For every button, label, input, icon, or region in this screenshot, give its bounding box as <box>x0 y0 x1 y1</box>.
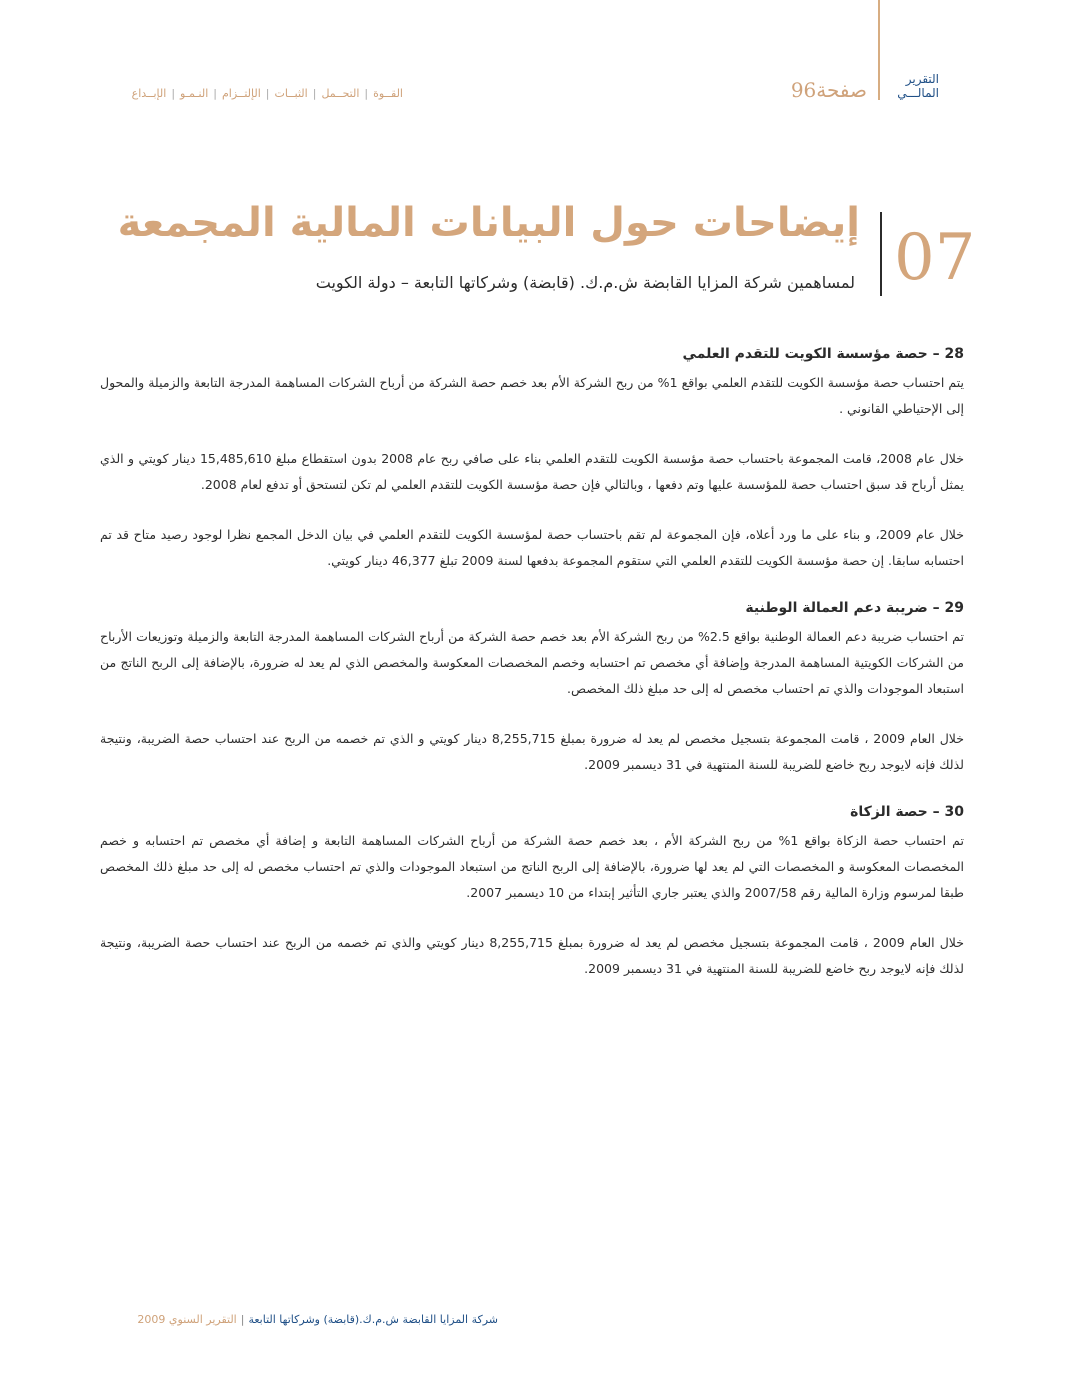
footer-report: التقرير السنوي 2009 <box>137 1313 237 1326</box>
tagline-separator: | <box>171 87 176 100</box>
page-footer <box>137 1313 498 1326</box>
tagline-separator: | <box>213 87 217 100</box>
note-paragraph: يتم احتساب حصة مؤسسة الكويت للتقدم العلمي بواقع 1% من ربح الشركة الأم بعد خصم حصة الشركة من أرباح الشركات المساهمة المدرجة التابعة والزميلة والمحول إلى الإحتياطي القانوني . <box>100 375 964 416</box>
note-30 <box>100 802 964 982</box>
page-subtitle: لمساهمين شركة المزايا القابضة ش.م.ك. (قابضة) وشركاتها التابعة – دولة الكويت <box>315 273 855 292</box>
note-number: 28 <box>944 346 964 362</box>
tagline-word: الثبــات <box>274 87 308 100</box>
note-paragraph: تم احتساب ضريبة دعم العمالة الوطنية بواقع 2.5% من ربح الشركة الأم بعد خصم حصة الشركة من أرباح الشركات المساهمة المدرجة التابعة والزميلة وتوزيعات الأرباح من الشركات الكويتية المساهمة المدرجة وإضافة أي مخصص تم احتسابه وخصم المخصصات المعكوسة والمخصص الذي لم يعد له ضرورة، بالإضافة إلى الربح الناتج من استبعاد الموجودات والذي تم احتساب مخصص له إلى حد مبلغ ذلك المخصص. <box>100 629 964 696</box>
report-label <box>884 72 939 100</box>
note-title: ضريبة دعم العمالة الوطنية <box>745 600 928 616</box>
note-number: 30 <box>944 804 964 820</box>
footer-company: شركة المزايا القابضة ش.م.ك.(قابضة) وشركاتها التابعة <box>248 1313 498 1326</box>
title-divider <box>880 212 882 296</box>
tagline-separator: | <box>265 87 270 100</box>
tagline-separator: | <box>312 87 317 100</box>
footer-separator: | <box>240 1313 245 1326</box>
note-paragraph: تم احتساب حصة الزكاة بواقع 1% من ربح الشركة الأم ، بعد خصم حصة الشركة من أرباح الشركات المساهمة التابعة و إضافة أي مخصص تم احتسابه و خصم المخصصات المعكوسة و المخصصات التي لم يعد لها ضرورة، بالإضافة إلى الربح الناتج من استبعاد الموجودات والذي تم احتساب مخصص له إلى حد مبلغ ذلك المخصص طبقا لمرسوم وزارة المالية رقم 2007/58 والذي يعتبر جاري التأثير إبتداء من 10 ديسمبر 2007. <box>100 833 964 900</box>
page-title: إيضاحات حول البيانات المالية المجمعة <box>117 200 860 246</box>
tagline <box>132 87 403 100</box>
note-paragraph: خلال عام 2009، و بناء على ما ورد أعلاه، فإن المجموعة لم تقم باحتساب حصة لمؤسسة الكويت للتقدم العلمي في بيان الدخل المجمع نظرا لوجود رصيد متاح قد تم احتسابه سابقا. إن حصة مؤسسة الكويت للتقدم العلمي التي ستقوم المجموعة بدفعها لسنة 2009 تبلغ 46,377 دينار كويتي. <box>100 527 964 568</box>
report-label-line2: المالـــي <box>897 86 939 100</box>
note-title: حصة مؤسسة الكويت للتقدم العلمي <box>682 346 928 362</box>
note-paragraph: خلال العام 2009 ، قامت المجموعة بتسجيل مخصص لم يعد له ضرورة بمبلغ 8,255,715 دينار كويتي و الذي تم خصمه من الربح عند احتساب حصة الضريبة، ونتيجة لذلك فإنه لايوجد ربح خاضع للضريبة للسنة المنتهية في 31 ديسمبر 2009. <box>100 731 964 772</box>
tagline-word: الإلتــزام <box>221 87 261 100</box>
note-dash: – <box>932 346 940 362</box>
tagline-word: النـمـو <box>180 87 209 100</box>
page-number: صفحة96 <box>790 78 867 102</box>
report-label-line1: التقرير <box>905 72 939 86</box>
note-29 <box>100 598 964 778</box>
tagline-word: التحــمل <box>321 87 360 100</box>
tagline-word: الإبــداع <box>131 87 167 100</box>
note-heading <box>100 802 964 822</box>
tagline-word: القــوة <box>373 87 403 100</box>
note-dash: – <box>932 804 940 820</box>
notes-content <box>100 344 964 1006</box>
note-paragraph: خلال العام 2009 ، قامت المجموعة بتسجيل مخصص لم يعد له ضرورة بمبلغ 8,255,715 دينار كويتي والذي تم خصمه من الربح عند احتساب حصة الضريبة، ونتيجة لذلك فإنه لايوجد ربح خاضع للضريبة للسنة المنتهية في 31 ديسمبر 2009. <box>100 935 964 976</box>
note-number: 29 <box>944 600 964 616</box>
header-divider <box>878 0 880 100</box>
note-title: حصة الزكاة <box>850 804 928 820</box>
tagline-separator: | <box>364 87 369 100</box>
section-number: 07 <box>894 221 976 295</box>
note-heading <box>100 344 964 364</box>
note-dash: – <box>932 600 940 616</box>
note-paragraph: خلال عام 2008، قامت المجموعة باحتساب حصة مؤسسة الكويت للتقدم العلمي بناء على صافي ربح عام 2008 بدون استقطاع مبلغ 15,485,610 دينار كويتي و الذي يمثل أرباح قد سبق احتساب حصة للمؤسسة عليها وتم دفعها ، وبالتالي فإن حصة مؤسسة الكويت للتقدم العلمي لم تكن لتستحق أو تدفع لعام 2008. <box>100 451 964 492</box>
note-28 <box>100 344 964 574</box>
note-heading <box>100 598 964 618</box>
